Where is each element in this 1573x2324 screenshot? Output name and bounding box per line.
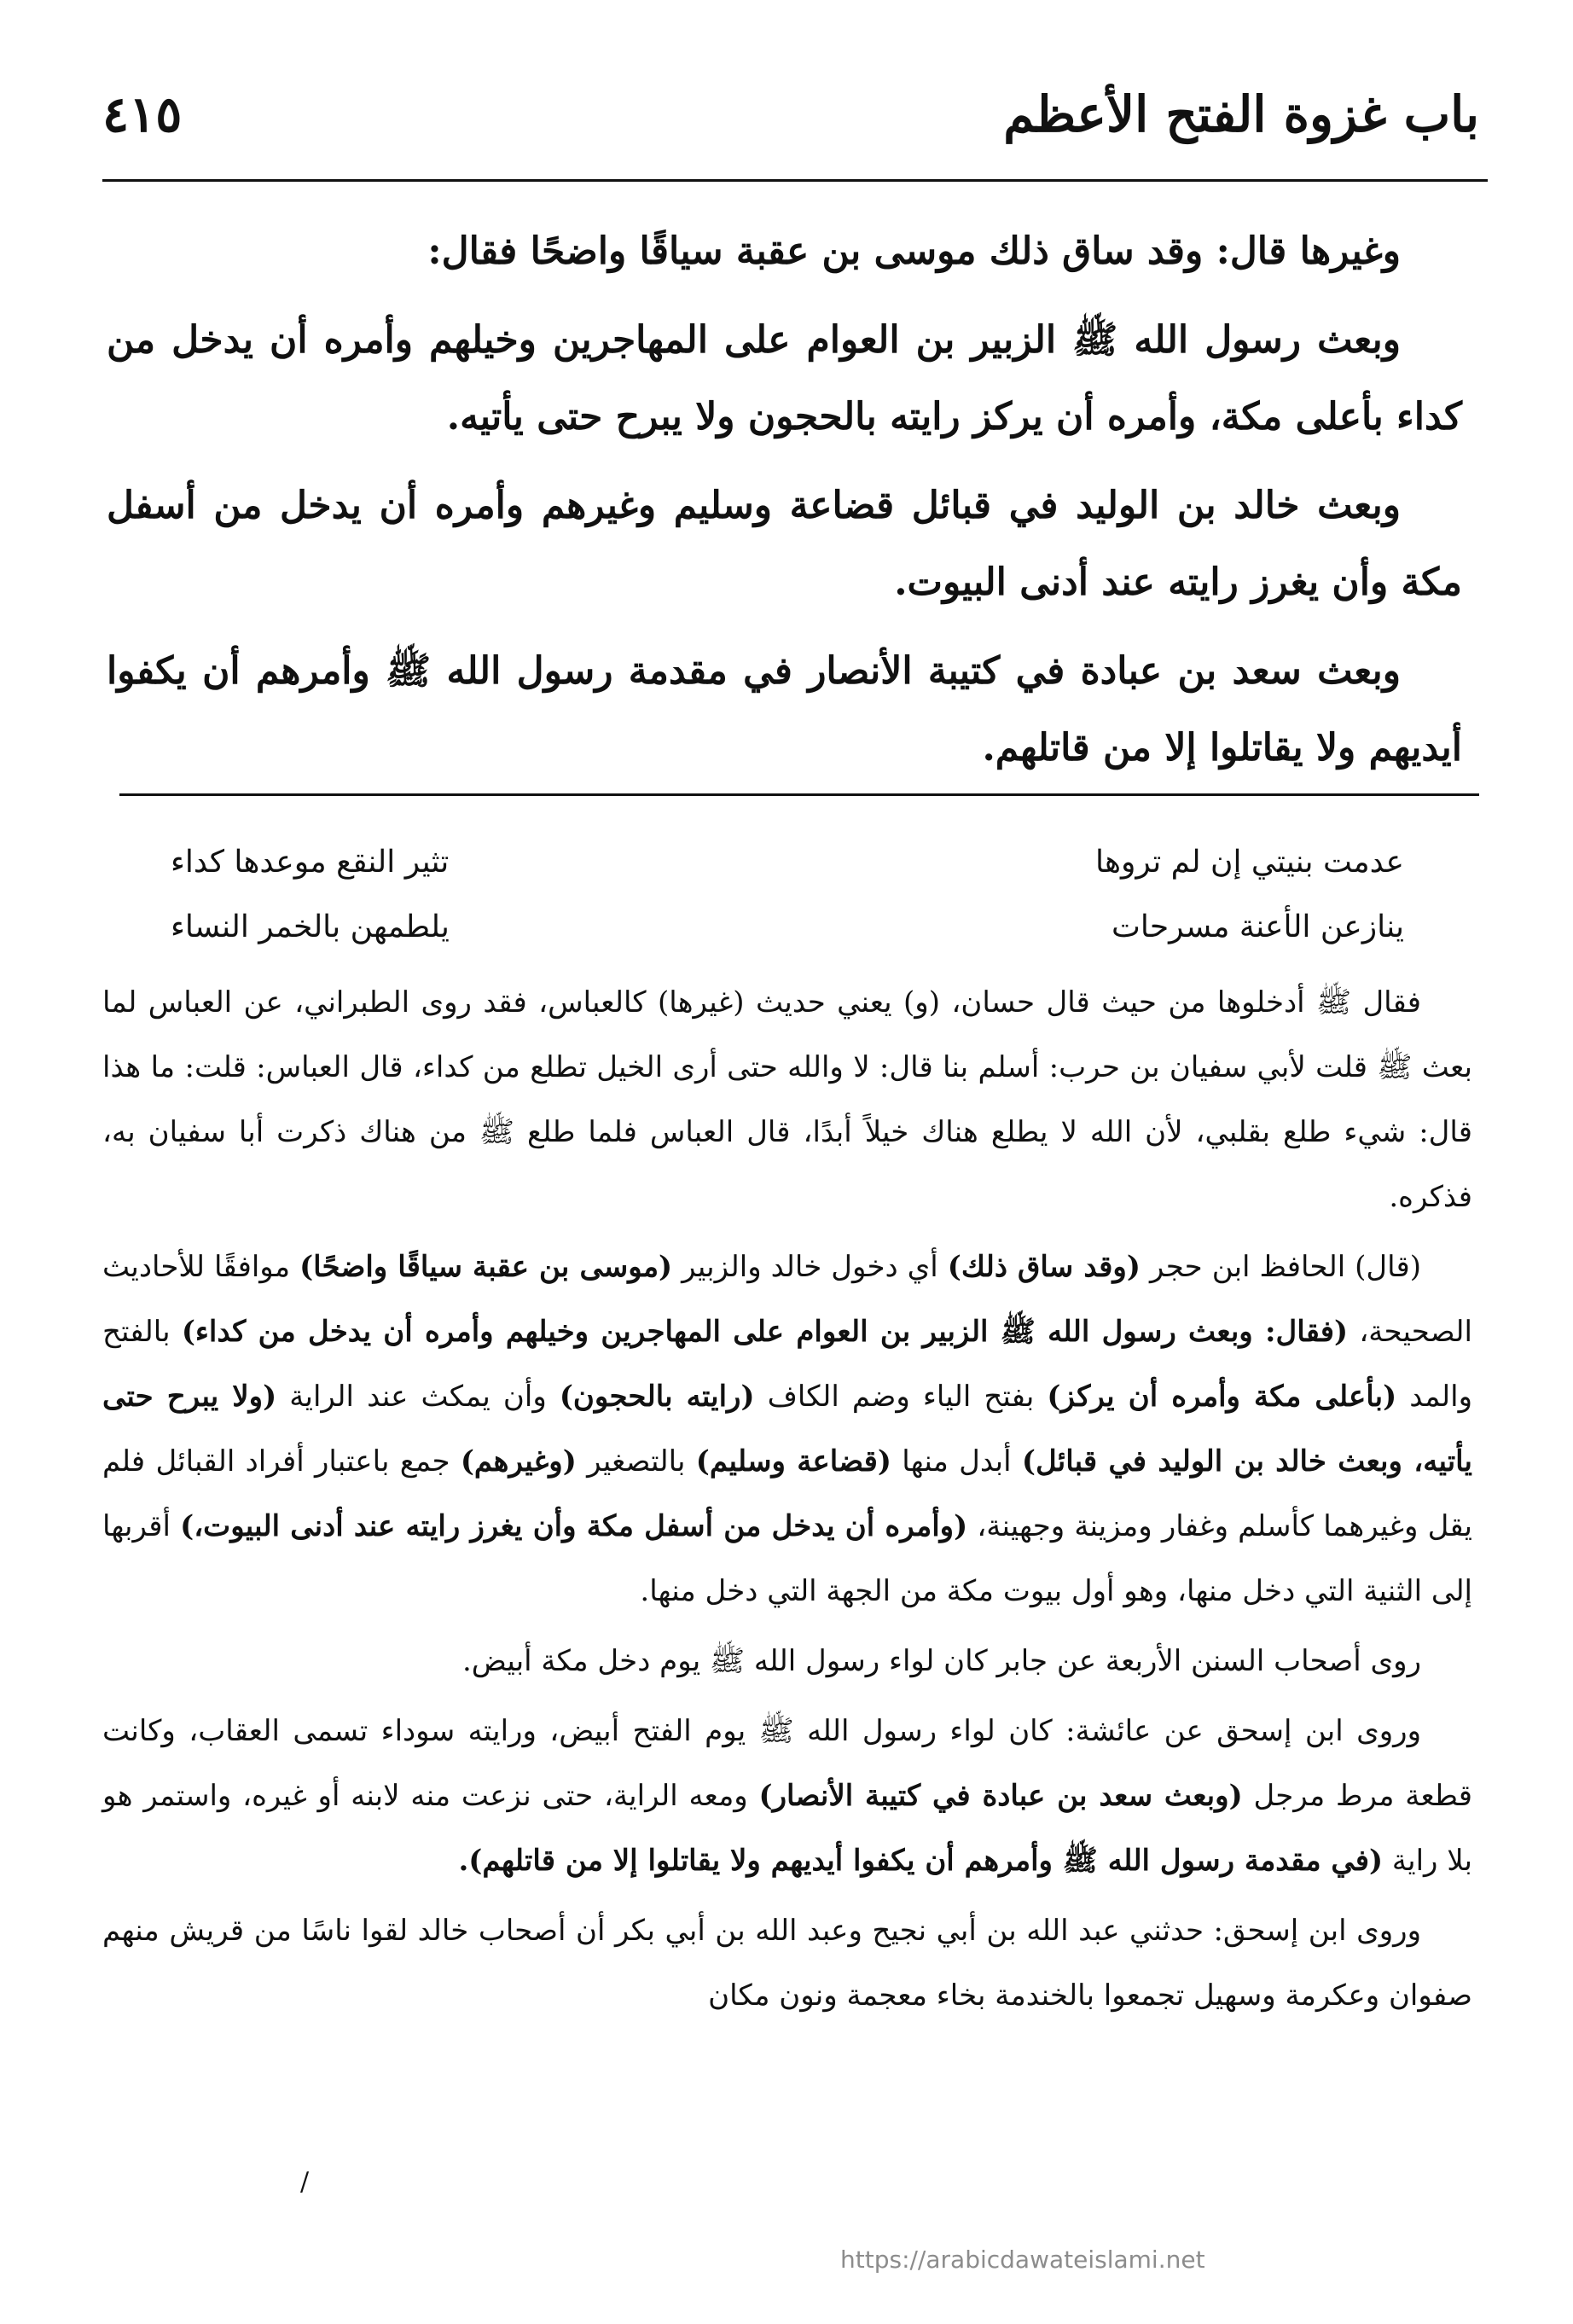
margin-mark: /: [300, 2167, 310, 2197]
commentary-paragraph: [102, 1699, 1472, 1893]
text-run: ومعه الراية، حتى نزعت منه لابنه أو غيره، واستمر هو بلا راية: [102, 1779, 1472, 1878]
commentary: [102, 823, 1472, 2033]
text-run: أبدل منها: [891, 1444, 1022, 1479]
quoted-text: (قضاعة وسليم): [695, 1444, 891, 1479]
text-run: (قال) الحافظ ابن حجر: [1140, 1250, 1422, 1284]
text-run: وروى ابن إسحق عن عائشة: كان لواء رسول الله ﷺ يوم الفتح أبيض، ورايته سوداء تسمى العقاب، وكانت قطعة مرط مرجل: [102, 1714, 1472, 1813]
verse-first-hemistich: عدمت بنيتي إن لم تروها: [1095, 845, 1404, 880]
quoted-text: (بأعلى مكة وأمره أن يركز): [1047, 1380, 1397, 1414]
text-run: بالتصغير: [576, 1444, 696, 1479]
verse-first-hemistich: ينازعن الأعنة مسرحات: [1112, 909, 1404, 944]
quoted-text: (رايته بالحجون): [559, 1380, 755, 1414]
commentary-paragraph: روى أصحاب السنن الأربعة عن جابر كان لواء رسول الله ﷺ يوم دخل مكة أبيض.: [461, 1644, 1421, 1678]
poem-verse: [171, 830, 1404, 895]
main-text-paragraph: وبعث سعد بن عبادة في كتيبة الأنصار في مقدمة رسول الله ﷺ وأمرهم أن يكفوا أيديهم ولا يقاتلوا إلا من قاتلهم.: [107, 649, 1462, 770]
section-divider: [119, 793, 1479, 796]
running-title: باب غزوة الفتح الأعظم: [1003, 85, 1479, 143]
poem-verse: [171, 895, 1404, 960]
page-header: [102, 85, 1479, 179]
quoted-text: (موسى بن عقبة سياقًا واضحًا): [299, 1250, 673, 1284]
quoted-text: (وبعث سعد بن عبادة في كتيبة الأنصار): [758, 1779, 1243, 1813]
text-run: بالفتح والمد: [102, 1315, 1473, 1414]
header-divider: [102, 179, 1488, 182]
main-text-paragraph: وبعث رسول الله ﷺ الزبير بن العوام على المهاجرين وخيلهم وأمره أن يدخل من كداء بأعلى مكة، وأمره أن يركز رايته بالحجون ولا يبرح حتى يأتيه.: [107, 318, 1462, 439]
poem-verses: [171, 830, 1404, 960]
main-text: [107, 213, 1462, 799]
text-run: جمع باعتبار أفراد القبائل فلم يقل وغيرهما كأسلم وغفار ومزينة وجهينة،: [102, 1444, 1473, 1543]
verse-second-hemistich: يلطمهن بالخمر النساء: [171, 909, 450, 944]
main-text-paragraph: وغيرها قال: وقد ساق ذلك موسى بن عقبة سياقًا واضحًا فقال:: [427, 229, 1401, 273]
quoted-text: (فقال: وبعث رسول الله ﷺ الزبير بن العوام على المهاجرين وخيلهم وأمره أن يدخل من كداء): [181, 1315, 1349, 1349]
text-run: أقربها إلى الثنية التي دخل منها، وهو أول بيوت مكة من الجهة التي دخل منها.: [102, 1509, 1472, 1608]
main-text-paragraph: وبعث خالد بن الوليد في قبائل قضاعة وسليم وغيرهم وأمره أن يدخل من أسفل مكة وأن يغرز رايته عند أدنى البيوت.: [107, 484, 1462, 604]
quoted-text: (وأمره أن يدخل من أسفل مكة وأن يغرز رايته عند أدنى البيوت،): [180, 1509, 968, 1543]
text-run: وأن يمكث عند الراية: [276, 1380, 560, 1414]
quoted-text: (وغيرهم): [460, 1444, 577, 1479]
text-run: موافقًا للأحاديث الصحيحة،: [102, 1250, 1472, 1349]
page-number: ٤١٥: [102, 85, 183, 143]
text-run: أي دخول خالد والزبير: [672, 1250, 948, 1284]
quoted-text: (ولا يبرح حتى يأتيه، وبعث خالد بن الوليد في قبائل): [102, 1380, 1472, 1479]
text-run: بفتح الياء وضم الكاف: [754, 1380, 1048, 1414]
commentary-paragraph: [102, 1235, 1472, 1624]
quoted-text: (في مقدمة رسول الله ﷺ وأمرهم أن يكفوا أيديهم ولا يقاتلوا إلا من قاتلهم).: [458, 1844, 1384, 1878]
quoted-text: (وقد ساق ذلك): [947, 1250, 1141, 1284]
watermark-url: https://arabicdawateislami.net: [840, 2246, 1205, 2274]
commentary-paragraph: وروى ابن إسحق: حدثني عبد الله بن أبي نجيح وعبد الله بن أبي بكر أن أصحاب خالد لقوا ناسًا من قريش منهم صفوان وعكرمة وسهيل تجمعوا بالخندمة بخاء معجمة ونون مكان: [102, 1914, 1472, 2013]
verse-second-hemistich: تثير النقع موعدها كداء: [171, 845, 450, 880]
commentary-paragraph: فقال ﷺ أدخلوها من حيث قال حسان، (و) يعني حديث (غيرها) كالعباس، فقد روى الطبراني، عن العباس لما بعث ﷺ قلت لأبي سفيان بن حرب: أسلم بنا قال: لا والله حتى أرى الخيل تطلع من كداء، قال العباس: قلت: ما هذا قال: شيء طلع بقلبي، لأن الله لا يطلع هناك خيلاً أبدًا، قال العباس فلما طلع ﷺ من هناك ذكرت أبا سفيان به، فذكره.: [102, 985, 1472, 1214]
